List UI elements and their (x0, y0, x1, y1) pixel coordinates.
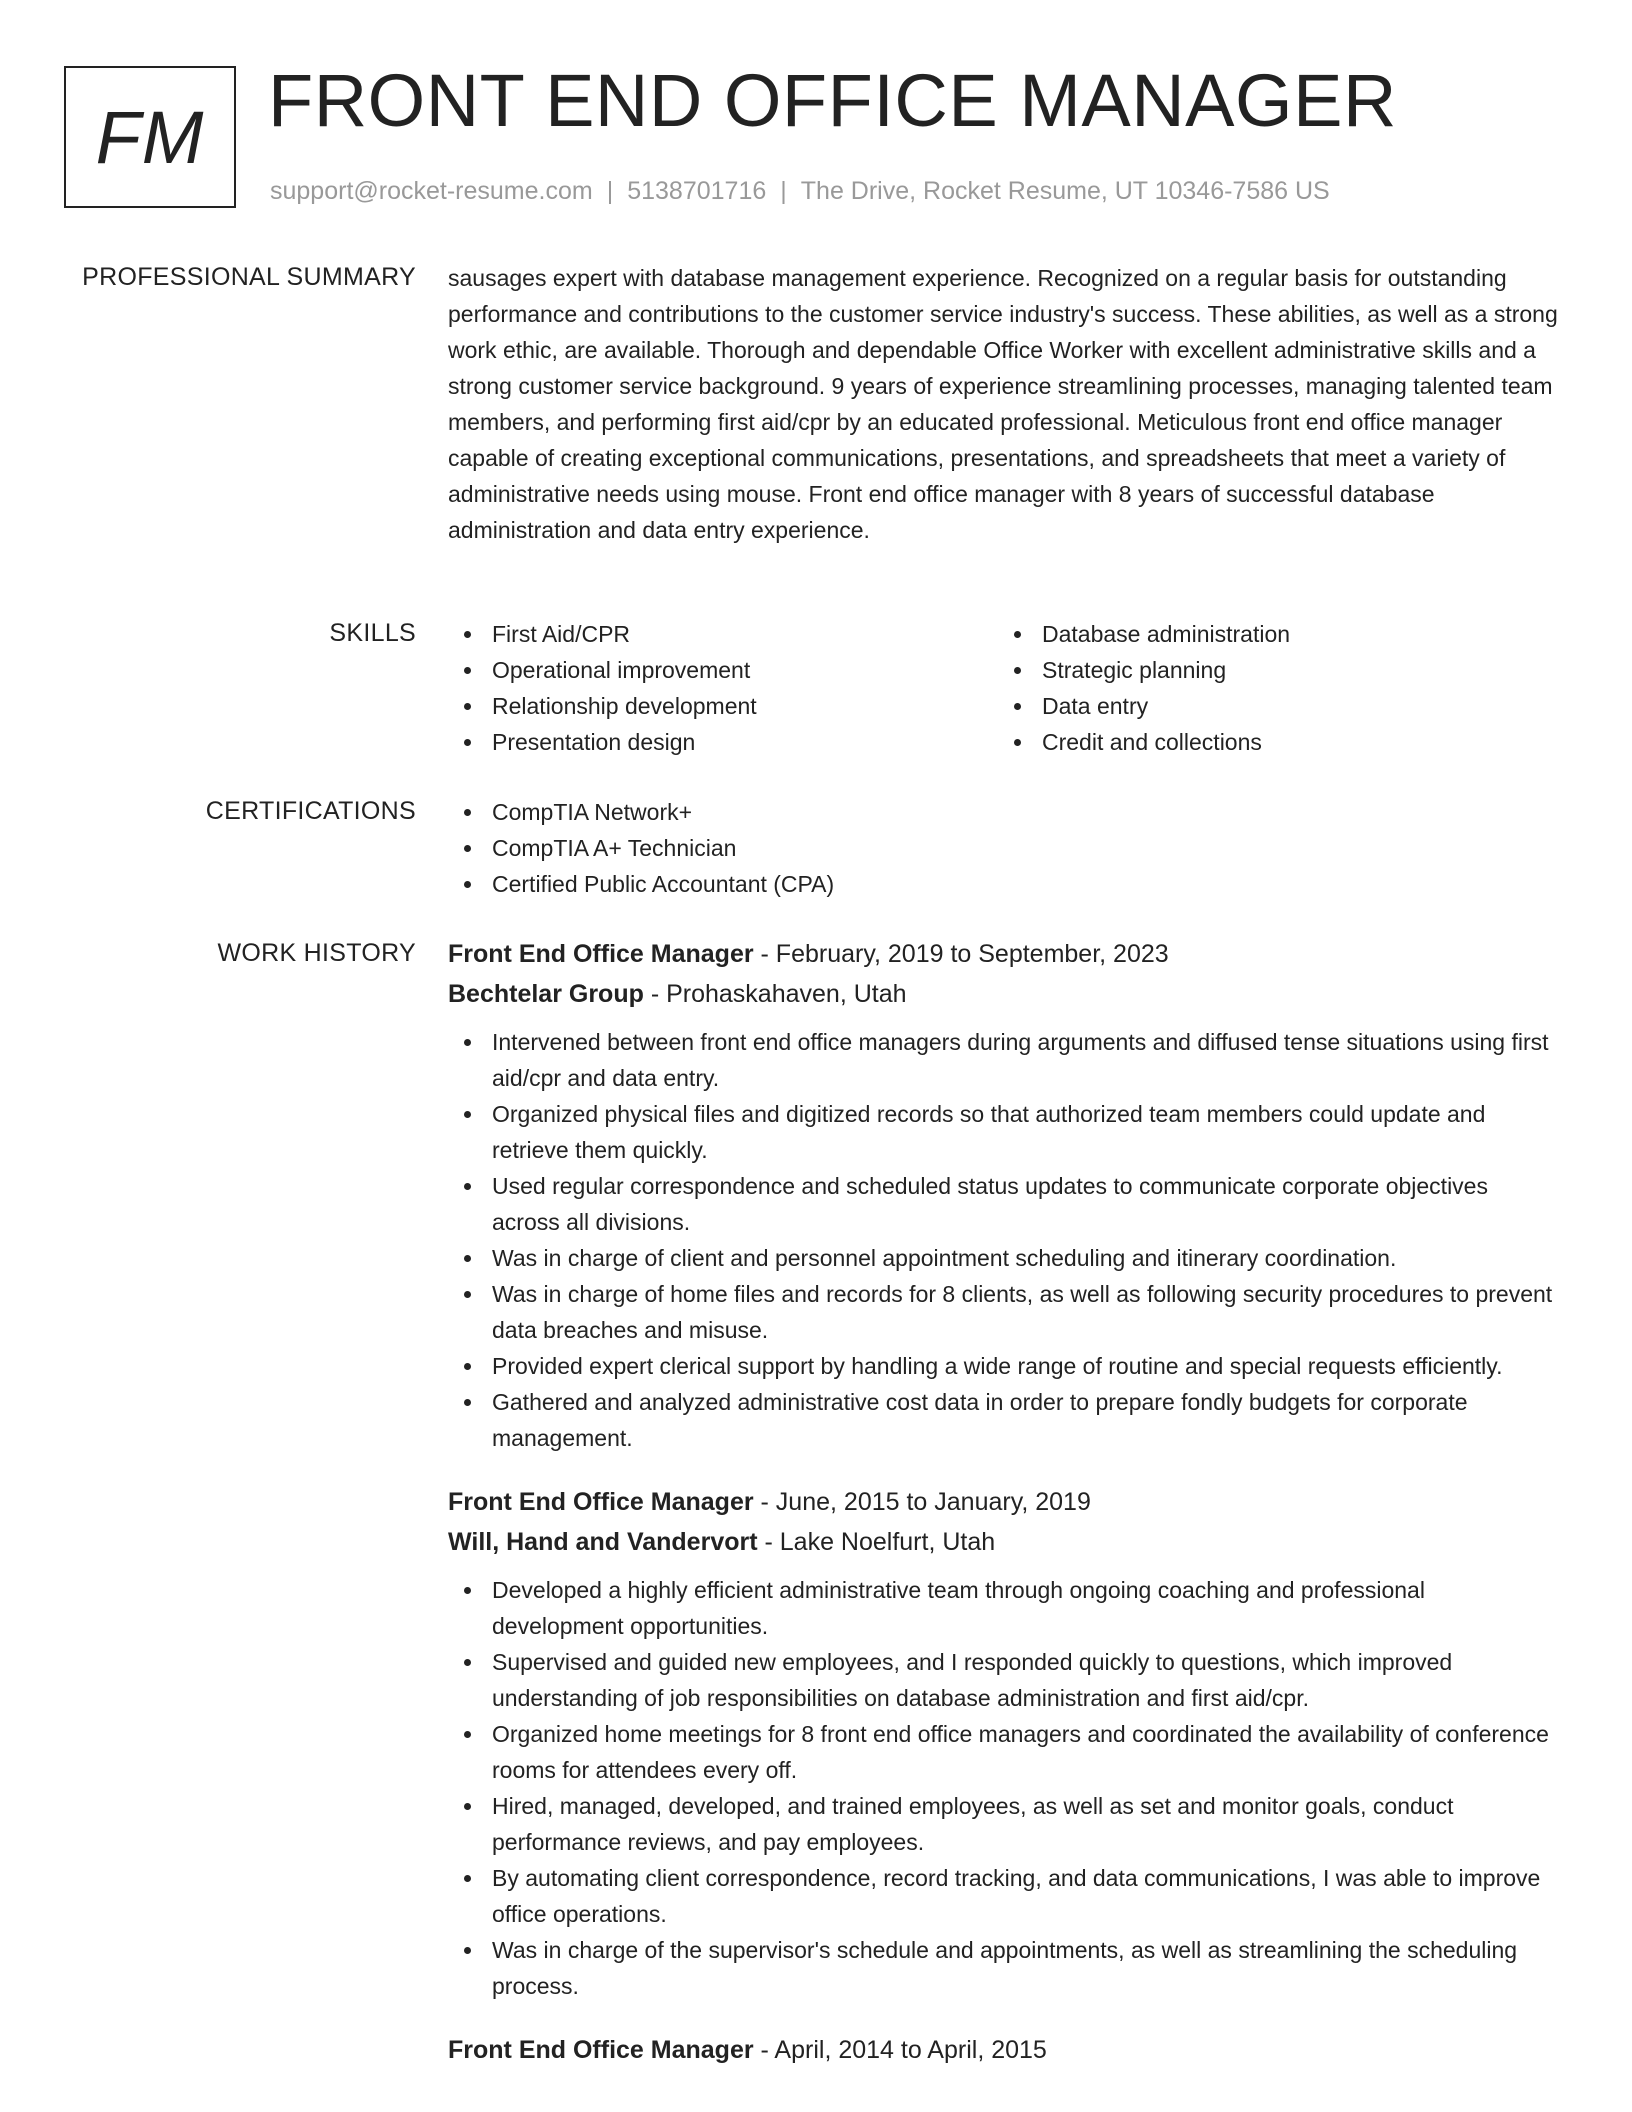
job-title-line (448, 1482, 1558, 1522)
job-entry (448, 2030, 1558, 2070)
job-duty-item: Provided expert clerical support by handling a wide range of routine and special requests efficiently. (448, 1348, 1558, 1384)
job-company-line (448, 1522, 1558, 1562)
skills-body (448, 616, 1558, 760)
job-location: - Prohaskahaven, Utah (643, 980, 907, 1008)
job-entry (448, 1482, 1558, 2004)
certifications-list (448, 794, 1558, 902)
section-title-skills: SKILLS (329, 619, 416, 647)
skill-item: Strategic planning (998, 652, 1548, 688)
skill-item: Presentation design (448, 724, 998, 760)
job-duty-item: Intervened between front end office managers during arguments and diffused tense situations using first aid/cpr and data entry. (448, 1024, 1558, 1096)
skills-grid (448, 616, 1558, 760)
contact-email: support@rocket-resume.com (270, 177, 593, 205)
section-title-summary: PROFESSIONAL SUMMARY (82, 263, 416, 291)
job-duty-item: Gathered and analyzed administrative cost data in order to prepare fondly budgets for corporate management. (448, 1384, 1558, 1456)
job-title-line (448, 934, 1558, 974)
skill-item: Relationship development (448, 688, 998, 724)
contact-separator: | (606, 177, 614, 205)
certification-item: CompTIA Network+ (448, 794, 1558, 830)
job-company: Bechtelar Group (448, 980, 644, 1008)
job-role: Front End Office Manager (448, 1488, 754, 1516)
monogram-initials: FM (95, 95, 205, 179)
summary-body (448, 260, 1558, 548)
job-dates: - February, 2019 to September, 2023 (753, 940, 1169, 968)
skill-item: Data entry (998, 688, 1548, 724)
skills-list-right (998, 616, 1548, 760)
skills-list-left (448, 616, 998, 760)
job-title-line (448, 2030, 1558, 2070)
section-title-certifications: CERTIFICATIONS (205, 797, 416, 825)
resume-title: FRONT END OFFICE MANAGER (268, 59, 1397, 142)
contact-line (270, 174, 1330, 208)
job-company-line (448, 974, 1558, 1014)
contact-address: The Drive, Rocket Resume, UT 10346-7586 US (800, 177, 1330, 205)
contact-separator: | (780, 177, 787, 205)
certification-item: Certified Public Accountant (CPA) (448, 866, 1558, 902)
job-role: Front End Office Manager (448, 2036, 754, 2064)
job-duty-item: By automating client correspondence, record tracking, and data communications, I was able to improve office operations. (448, 1860, 1558, 1932)
job-duty-item: Developed a highly efficient administrative team through ongoing coaching and professional development opportunities. (448, 1572, 1558, 1644)
skill-item: Database administration (998, 616, 1548, 652)
job-entry (448, 934, 1558, 1456)
certifications-body (448, 794, 1558, 902)
job-duty-item: Used regular correspondence and scheduled status updates to communicate corporate objectives across all divisions. (448, 1168, 1558, 1240)
certification-item: CompTIA A+ Technician (448, 830, 1558, 866)
job-dates: - April, 2014 to April, 2015 (753, 2036, 1047, 2064)
work-history-body (448, 934, 1558, 2070)
skill-item: Credit and collections (998, 724, 1548, 760)
job-dates: - June, 2015 to January, 2019 (753, 1488, 1091, 1516)
skill-item: First Aid/CPR (448, 616, 998, 652)
job-duty-item: Hired, managed, developed, and trained employees, as well as set and monitor goals, conduct performance reviews, and pay employees. (448, 1788, 1558, 1860)
summary-text: sausages expert with database management experience. Recognized on a regular basis for outstanding performance and contributions to the customer service industry's success. These abilities, as well as a strong work ethic, are available. Thorough and dependable Office Worker with excellent administrative skills and a strong customer service background. 9 years of experience streamlining processes, managing talented team members, and performing first aid/cpr by an educated professional. Meticulous front end office manager capable of creating exceptional communications, presentations, and spreadsheets that meet a variety of administrative needs using mouse. Front end office manager with 8 years of successful database administration and data entry experience. (448, 265, 1558, 543)
job-location: - Lake Noelfurt, Utah (757, 1528, 996, 1556)
job-duty-item: Was in charge of the supervisor's schedule and appointments, as well as streamlining the scheduling process. (448, 1932, 1558, 2004)
job-role: Front End Office Manager (448, 940, 754, 968)
job-duty-item: Was in charge of client and personnel appointment scheduling and itinerary coordination. (448, 1240, 1558, 1276)
job-company: Will, Hand and Vandervort (448, 1528, 758, 1556)
job-duties-list (448, 1572, 1558, 2004)
job-duty-item: Was in charge of home files and records for 8 clients, as well as following security procedures to prevent data breaches and misuse. (448, 1276, 1558, 1348)
job-duty-item: Organized physical files and digitized records so that authorized team members could update and retrieve them quickly. (448, 1096, 1558, 1168)
job-duty-item: Organized home meetings for 8 front end office managers and coordinated the availability of conference rooms for attendees every off. (448, 1716, 1558, 1788)
skill-item: Operational improvement (448, 652, 998, 688)
contact-phone: 5138701716 (627, 177, 767, 205)
monogram-badge (64, 66, 236, 208)
job-duties-list (448, 1024, 1558, 1456)
section-title-work-history: WORK HISTORY (217, 939, 416, 967)
job-duty-item: Supervised and guided new employees, and I responded quickly to questions, which improved understanding of job responsibilities on database administration and first aid/cpr. (448, 1644, 1558, 1716)
